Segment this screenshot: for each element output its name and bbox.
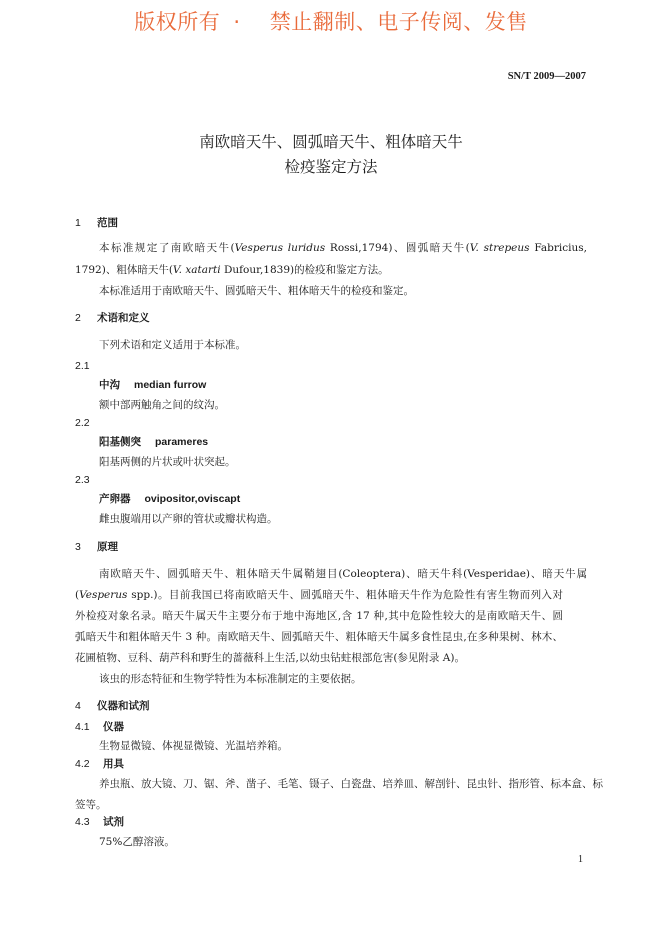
s3-line3: 外检疫对象名录。暗天牛属天牛主要分布于地中海地区,含 17 种,其中危险性较大的是南欧暗天牛、圆: [75, 610, 563, 622]
term-name: 中沟 median furrow: [99, 379, 207, 391]
banner-part1: 版权所有: [134, 10, 221, 34]
s3-line2: (Vesperus spp.)。目前我国已将南欧暗天牛、圆弧暗天牛、粗体暗天牛作为危险性有害生物而列入对: [75, 589, 563, 601]
section-4-2-heading: 4.2 用具: [75, 758, 124, 770]
title-line1: 南欧暗天牛、圆弧暗天牛、粗体暗天牛: [199, 133, 463, 151]
term-name: 产卵器 ovipositor,oviscapt: [99, 493, 241, 505]
section-4-heading: 4 仪器和试剂: [75, 700, 150, 712]
term-number: 2.2: [75, 417, 90, 429]
standard-code: SN/T 2009—2007: [507, 71, 586, 82]
term-name: 阳基侧突 parameres: [99, 436, 209, 448]
banner-dot: ·: [233, 10, 241, 34]
section-4-2-line1: 养虫瓶、放大镜、刀、锯、斧、凿子、毛笔、镊子、白瓷盘、培养皿、解剖针、昆虫针、指形管、标本盒、标: [99, 778, 603, 790]
section-3-heading: 3 原理: [75, 541, 118, 553]
term-number: 2.3: [75, 474, 90, 486]
section-4-3-heading: 4.3 试剂: [75, 816, 124, 828]
section-4-3-text: 75%乙醇溶液。: [99, 836, 175, 848]
title-line2: 检疫鉴定方法: [284, 158, 378, 176]
s1-p2: 本标准适用于南欧暗天牛、圆弧暗天牛、粗体暗天牛的检疫和鉴定。: [99, 285, 414, 297]
section-1-heading: 1 范围: [75, 217, 118, 229]
section-4-1-heading: 4.1 仪器: [75, 721, 124, 733]
section-2-heading: 2 术语和定义: [75, 312, 150, 324]
copyright-banner: [0, 6, 662, 36]
section-4-2-line2: 签等。: [75, 799, 107, 811]
page-number: 1: [578, 854, 583, 865]
term-definition: 额中部两触角之间的纹沟。: [99, 399, 225, 411]
s3-line5: 花圃植物、豆科、葫芦科和野生的蔷薇科上生活,以幼虫钻蛀根部危害(参见附录 A)。: [75, 652, 465, 664]
section-4-1-text: 生物显微镜、体视显微镜、光温培养箱。: [99, 740, 288, 752]
term-number: 2.1: [75, 360, 90, 372]
s1-p1-line1: 本标准规定了南欧暗天牛(Vesperus luridus Rossi,1794)、圆弧暗天牛(V. strepeus Fabricius,: [99, 242, 587, 254]
term-definition: 雌虫腹端用以产卵的管状或瓣状构造。: [99, 513, 278, 525]
banner-part2: 禁止翻制、电子传阅、发售: [269, 10, 528, 34]
s3-line4: 弧暗天牛和粗体暗天牛 3 种。南欧暗天牛、圆弧暗天牛、粗体暗天牛属多食性昆虫,在多种果树、林木、: [75, 631, 563, 643]
s1-p1-line2: 1792)、粗体暗天牛(V. xatarti Dufour,1839)的检疫和鉴定方法。: [75, 264, 389, 276]
s3-p2: 该虫的形态特征和生物学特性为本标准制定的主要依据。: [99, 673, 362, 685]
s3-line1: 南欧暗天牛、圆弧暗天牛、粗体暗天牛属鞘翅目(Coleoptera)、暗天牛科(Vesperidae)、暗天牛属: [99, 568, 587, 580]
term-definition: 阳基两侧的片状或叶状突起。: [99, 456, 236, 468]
s2-intro: 下列术语和定义适用于本标准。: [99, 339, 246, 351]
